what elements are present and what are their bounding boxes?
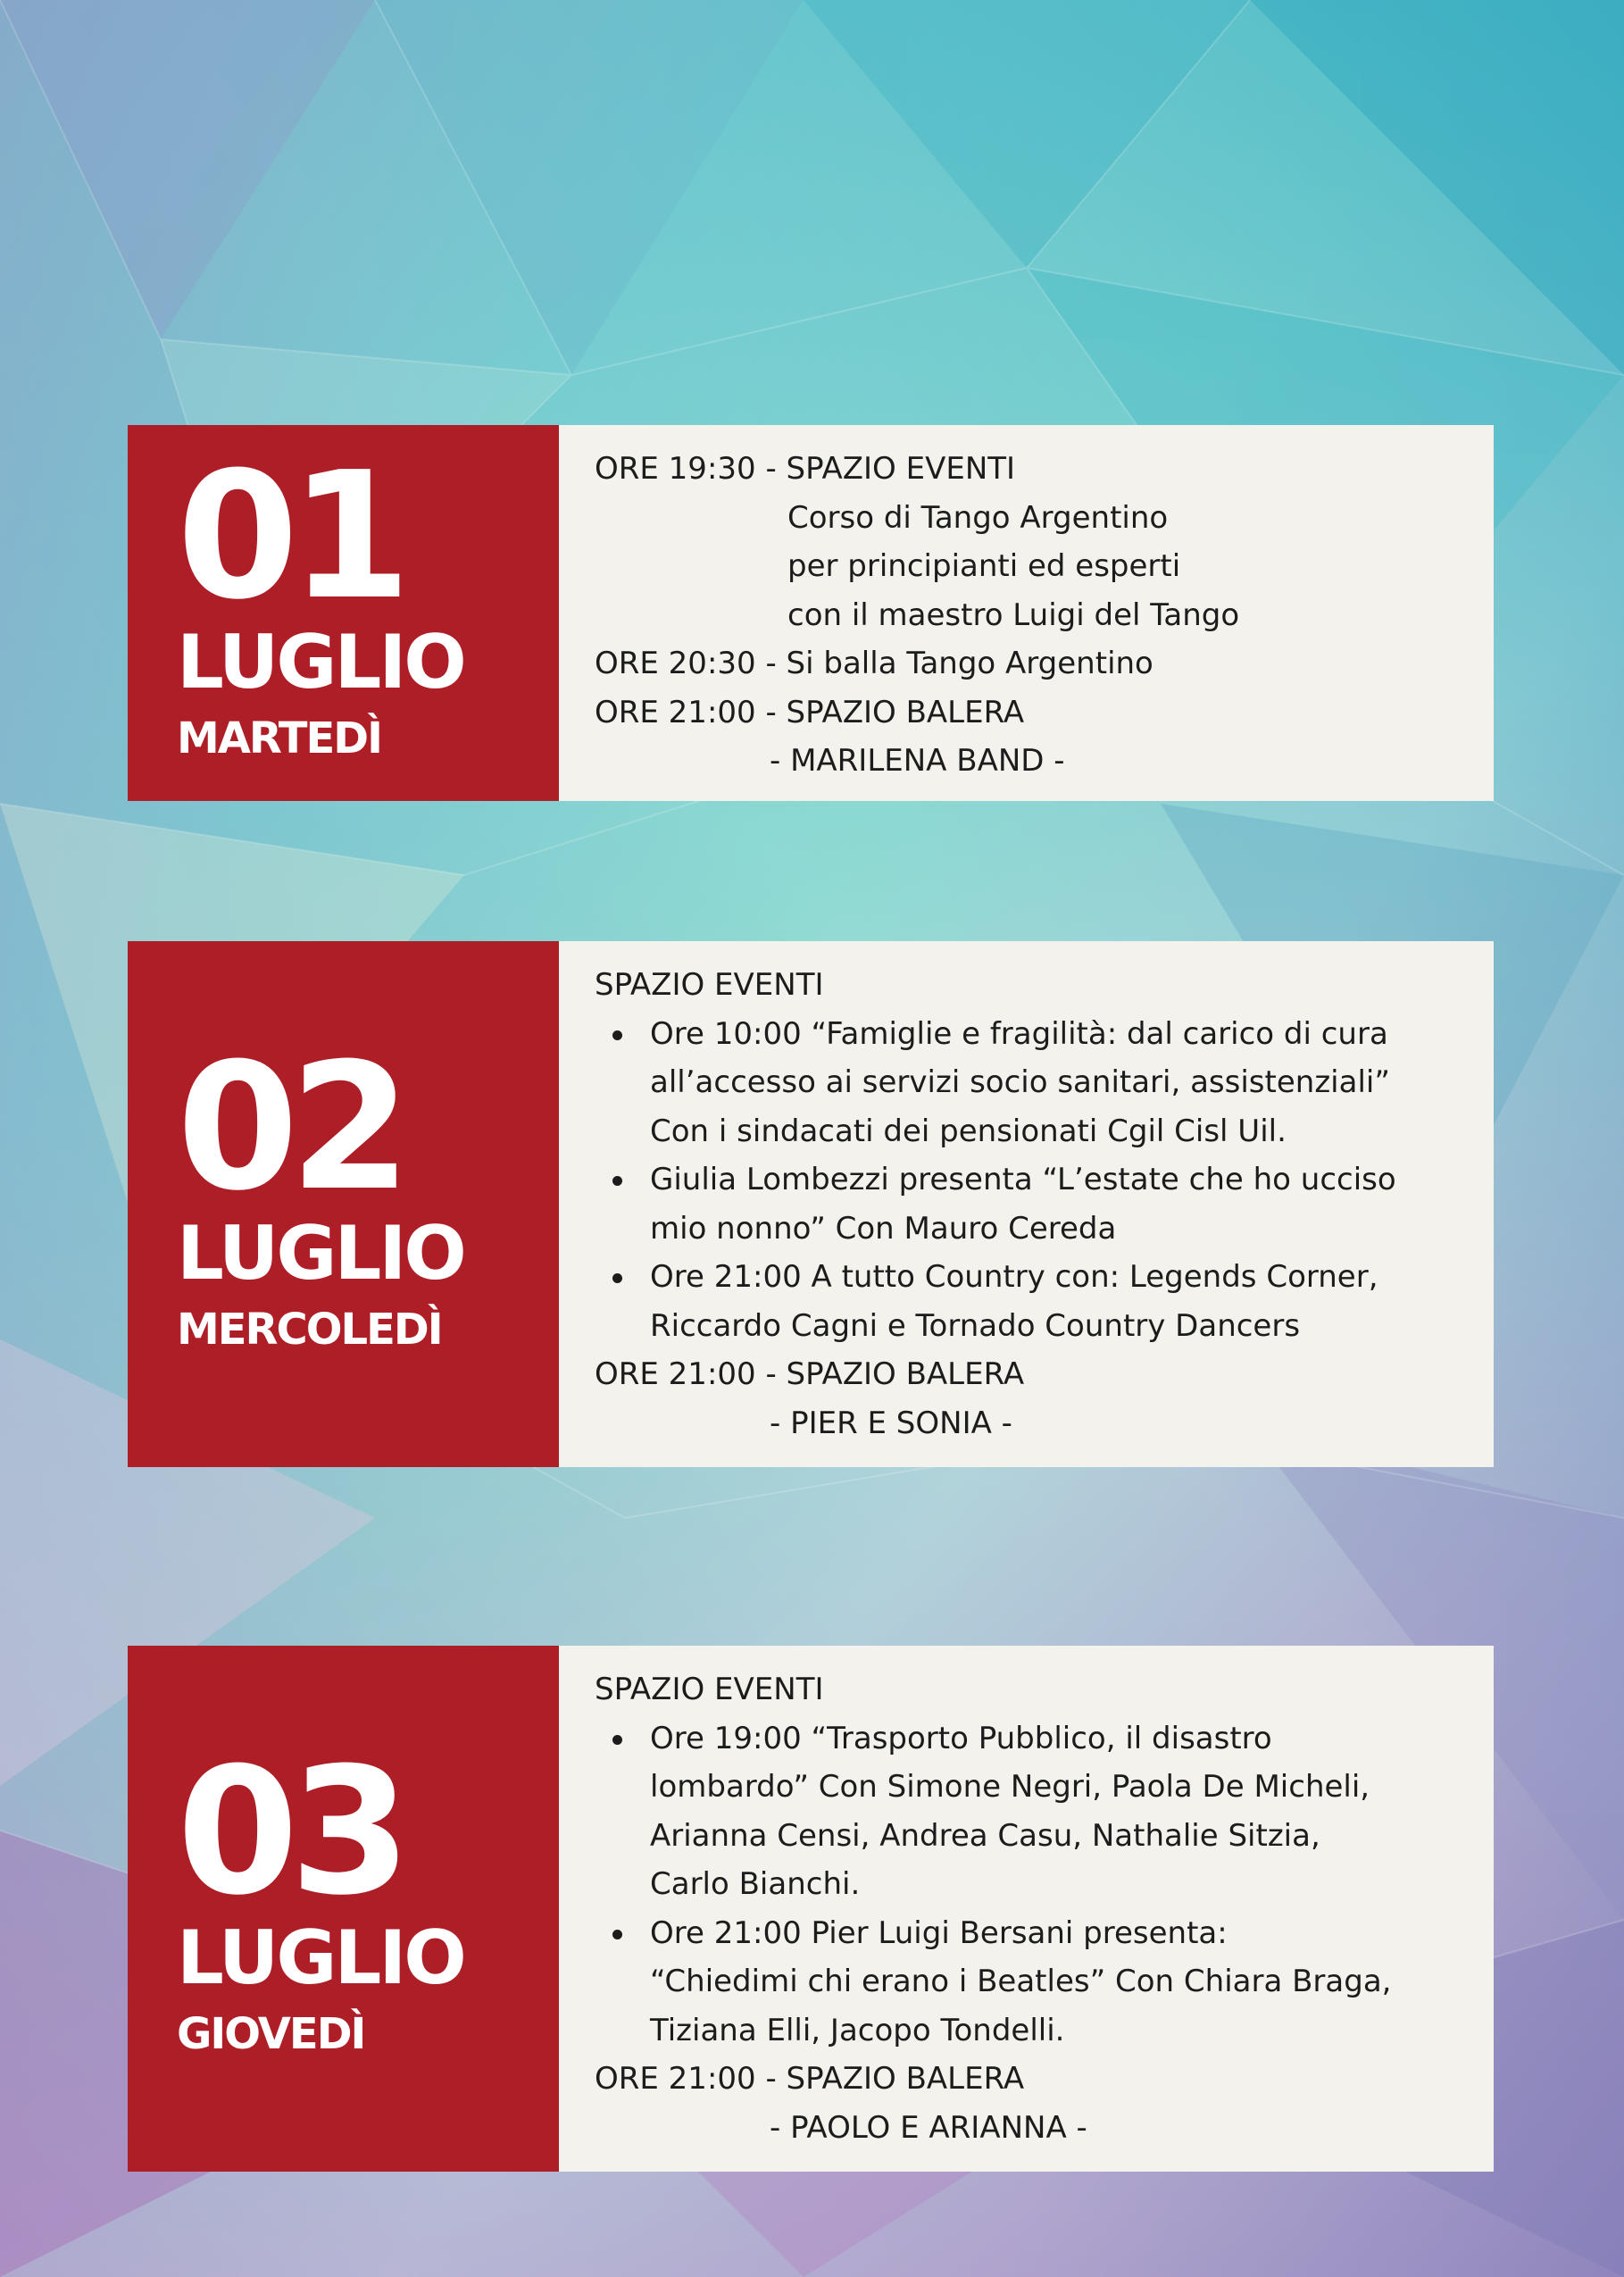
schedule-line: con il maestro Luigi del Tango <box>787 596 1240 633</box>
schedule-panel <box>559 425 1494 801</box>
day-block-03 <box>128 1646 1494 2172</box>
date-panel <box>128 425 559 801</box>
list-item <box>595 1253 1467 1350</box>
date-panel <box>128 1646 559 2172</box>
balera-line: ORE 21:00 - SPAZIO BALERA <box>595 2061 1025 2097</box>
event-text: Ore 19:00 “Trasporto Pubblico, il disastro <box>650 1720 1272 1756</box>
bullet-icon <box>612 1930 622 1939</box>
event-text: Giulia Lombezzi presenta “L’estate che ho ucciso <box>650 1162 1396 1197</box>
day-number: 01 <box>177 434 403 638</box>
event-text: Ore 21:00 Pier Luigi Bersani presenta: <box>650 1914 1228 1951</box>
weekday-label: MERCOLEDÌ <box>177 1304 442 1355</box>
schedule-panel <box>559 1646 1494 2172</box>
schedule-line: ORE 19:30 - SPAZIO EVENTI <box>595 451 1016 487</box>
event-text: Con i sindacati dei pensionati Cgil Cisl Uil. <box>650 1113 1287 1149</box>
event-text: Tiziana Elli, Jacopo Tondelli. <box>650 2012 1065 2048</box>
day-number: 02 <box>177 1025 403 1230</box>
weekday-label: GIOVEDÌ <box>177 2008 365 2059</box>
event-text: all’accesso ai servizi socio sanitari, assistenziali” <box>650 1064 1390 1100</box>
bullet-icon <box>612 1273 622 1283</box>
event-text: Riccardo Cagni e Tornado Country Dancers <box>650 1307 1301 1344</box>
event-text: Carlo Bianchi. <box>650 1866 861 1902</box>
date-panel <box>128 941 559 1467</box>
month-label: LUGLIO <box>177 618 464 705</box>
schedule-line: Corso di Tango Argentino <box>787 499 1169 536</box>
event-text: Ore 10:00 “Famiglie e fragilità: dal carico di cura <box>650 1015 1388 1052</box>
month-label: LUGLIO <box>177 1209 464 1297</box>
section-heading: SPAZIO EVENTI <box>595 967 824 1003</box>
event-list <box>595 1010 1467 1351</box>
list-item <box>595 1714 1467 1909</box>
section-heading: SPAZIO EVENTI <box>595 1672 824 1707</box>
day-number: 03 <box>177 1730 403 1934</box>
day-block-01 <box>128 425 1494 801</box>
band-name: - PIER E SONIA - <box>770 1405 1012 1441</box>
event-text: Ore 21:00 A tutto Country con: Legends Corner, <box>650 1259 1378 1295</box>
schedule-panel <box>559 941 1494 1467</box>
bullet-icon <box>612 1735 622 1745</box>
weekday-label: MARTEDÌ <box>177 713 381 763</box>
event-text: mio nonno” Con Mauro Cereda <box>650 1210 1117 1247</box>
balera-line: ORE 21:00 - SPAZIO BALERA <box>595 1356 1025 1392</box>
month-label: LUGLIO <box>177 1914 464 2001</box>
list-item <box>595 1010 1467 1156</box>
event-list <box>595 1714 1467 2056</box>
list-item <box>595 1909 1467 2056</box>
event-text: Arianna Censi, Andrea Casu, Nathalie Sitzia, <box>650 1817 1320 1854</box>
list-item <box>595 1155 1467 1253</box>
bullet-icon <box>612 1030 622 1040</box>
event-text: “Chiedimi chi erano i Beatles” Con Chiara Braga, <box>650 1964 1392 1999</box>
band-name: - PAOLO E ARIANNA - <box>770 2109 1087 2146</box>
bullet-icon <box>612 1176 622 1186</box>
day-block-02 <box>128 941 1494 1467</box>
band-name: - MARILENA BAND - <box>770 743 1065 779</box>
schedule-line: ORE 20:30 - Si balla Tango Argentino <box>595 646 1153 681</box>
event-text: lombardo” Con Simone Negri, Paola De Micheli, <box>650 1769 1370 1805</box>
schedule-line: per principianti ed esperti <box>787 548 1181 584</box>
schedule-line: ORE 21:00 - SPAZIO BALERA <box>595 694 1025 730</box>
